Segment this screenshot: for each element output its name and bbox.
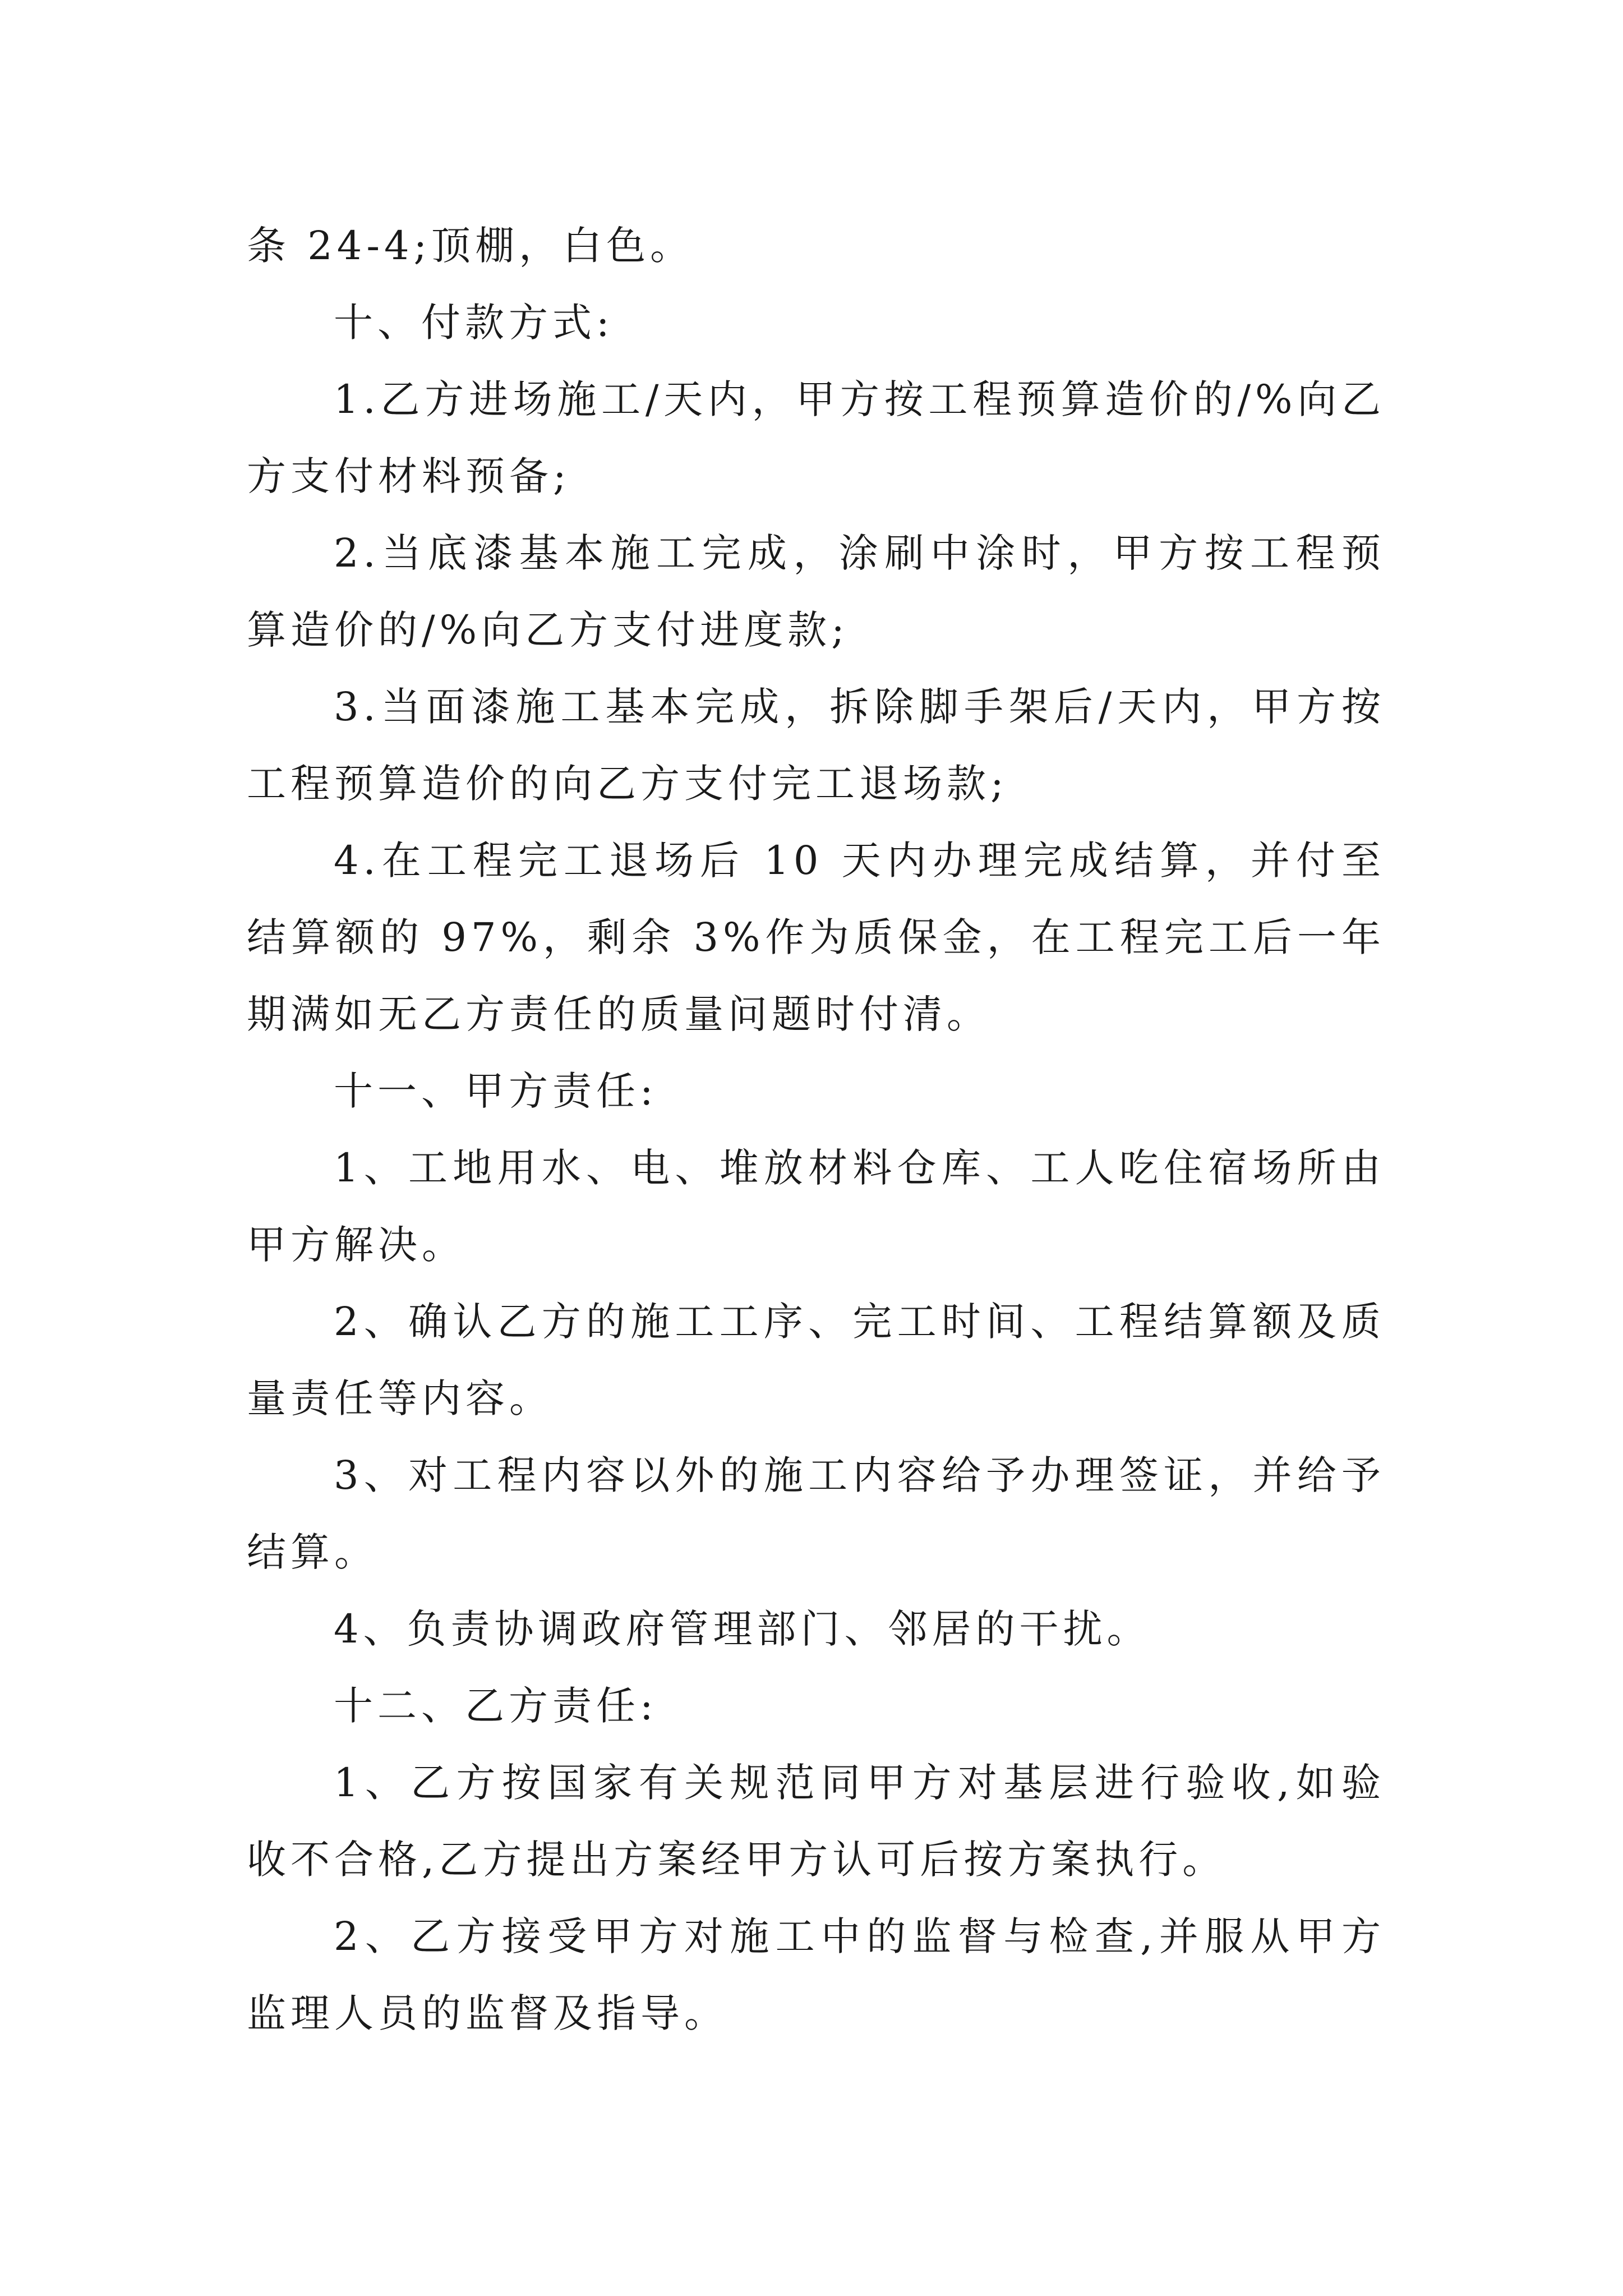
- document-body: [247, 208, 1385, 2052]
- payment-clause-2: 2.当底漆基本施工完成，涂刷中涂时，甲方按工程预算造价的/%向乙方支付进度款;: [247, 530, 1385, 653]
- section-heading-party-b: 十二、乙方责任:: [334, 1683, 658, 1729]
- paragraph-continuation: 条 24-4;顶棚，白色。: [247, 223, 694, 269]
- payment-clause-1: 1.乙方进场施工/天内，甲方按工程预算造价的/%向乙方支付材料预备;: [247, 376, 1385, 499]
- payment-clause-3: 3.当面漆施工基本完成，拆除脚手架后/天内，甲方按工程预算造价的向乙方支付完工退场款;: [247, 684, 1385, 807]
- payment-clause-4: 4.在工程完工退场后 10 天内办理完成结算，并付至结算额的 97%，剩余 3%作为质保金，在工程完工后一年期满如无乙方责任的质量问题时付清。: [247, 838, 1385, 1037]
- party-a-clause-1: 1、工地用水、电、堆放材料仓库、工人吃住宿场所由甲方解决。: [247, 1145, 1385, 1268]
- party-a-clause-2: 2、确认乙方的施工工序、完工时间、工程结算额及质量责任等内容。: [247, 1299, 1385, 1421]
- section-heading-party-a: 十一、甲方责任:: [334, 1068, 658, 1114]
- party-b-clause-1: 1、乙方按国家有关规范同甲方对基层进行验收,如验收不合格,乙方提出方案经甲方认可后按方案执行。: [247, 1760, 1385, 1883]
- party-b-clause-2: 2、乙方接受甲方对施工中的监督与检查,并服从甲方监理人员的监督及指导。: [247, 1913, 1385, 2036]
- party-a-clause-4: 4、负责协调政府管理部门、邻居的干扰。: [334, 1606, 1151, 1652]
- section-heading-payment: 十、付款方式:: [334, 300, 614, 346]
- party-a-clause-3: 3、对工程内容以外的施工内容给予办理签证，并给予结算。: [247, 1452, 1385, 1575]
